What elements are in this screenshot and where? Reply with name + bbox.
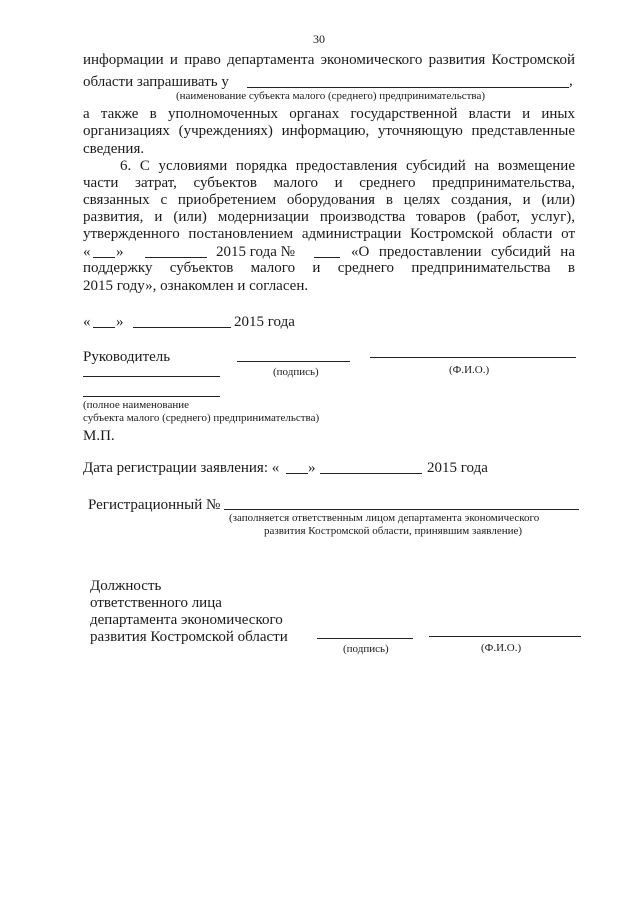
number-field[interactable] bbox=[314, 257, 340, 258]
month-field[interactable] bbox=[320, 473, 422, 474]
text-line: утвержденного постановлением администрации Костромской области от bbox=[83, 226, 575, 242]
comma: , bbox=[569, 73, 573, 89]
month-field[interactable] bbox=[133, 327, 231, 328]
text-line: организациях (учреждениях) информацию, уточняющую представленные bbox=[83, 123, 575, 139]
subject-name-field[interactable] bbox=[83, 376, 220, 377]
text-line: 2015 году», ознакомлен и согласен. bbox=[83, 278, 309, 294]
signature-field[interactable] bbox=[317, 638, 413, 639]
quote-open: « bbox=[83, 314, 91, 330]
day-field[interactable] bbox=[93, 327, 115, 328]
head-label: Руководитель bbox=[83, 349, 171, 365]
text-line: развития, и (или) модернизации производства товаров (работ, услуг), bbox=[83, 209, 575, 225]
day-field[interactable] bbox=[286, 473, 308, 474]
text-line: 6. С условиями порядка предоставления субсидий на возмещение bbox=[120, 158, 575, 174]
name-caption: (полное наименование bbox=[83, 399, 190, 411]
registration-date-label: Дата регистрации заявления: « bbox=[83, 460, 280, 476]
signature-caption: (подпись) bbox=[343, 643, 389, 655]
fio-caption: (Ф.И.О.) bbox=[449, 364, 490, 376]
quote-close: » bbox=[116, 314, 124, 330]
text-line: связанных с приобретением оборудования в целях создания, и (или) bbox=[83, 192, 575, 208]
text-line: сведения. bbox=[83, 141, 145, 157]
official-line: Должность bbox=[90, 578, 162, 594]
text-line: области запрашивать у bbox=[83, 74, 229, 90]
year-label: 2015 года bbox=[427, 460, 488, 476]
text-line: а также в уполномоченных органах государственной власти и иных bbox=[83, 106, 575, 122]
day-field[interactable] bbox=[93, 257, 115, 258]
year-label: 2015 года bbox=[234, 314, 295, 330]
name-caption: субъекта малого (среднего) предпринимательства) bbox=[83, 412, 320, 424]
quote-close: » bbox=[116, 244, 124, 260]
signature-caption: (подпись) bbox=[273, 366, 319, 378]
registration-caption: (заполняется ответственным лицом департамента экономического bbox=[229, 512, 540, 524]
fio-field[interactable] bbox=[429, 636, 581, 637]
stamp-label: М.П. bbox=[83, 428, 115, 444]
field-caption: (наименование субъекта малого (среднего) предпринимательства) bbox=[176, 90, 486, 102]
text-line: «О предоставлении субсидий на bbox=[351, 244, 575, 260]
text-line: поддержку субъектов малого и среднего предпринимательства в bbox=[83, 260, 575, 276]
text-line: информации и право департамента экономического развития Костромской bbox=[83, 52, 575, 68]
month-field[interactable] bbox=[145, 257, 207, 258]
subject-name-field[interactable] bbox=[247, 87, 569, 88]
quote-open: « bbox=[83, 244, 91, 260]
year-number-label: 2015 года № bbox=[216, 244, 295, 260]
official-line: ответственного лица bbox=[90, 595, 222, 611]
fio-field[interactable] bbox=[370, 357, 576, 358]
official-line: департамента экономического bbox=[90, 612, 283, 628]
subject-name-field-2[interactable] bbox=[83, 396, 220, 397]
fio-caption: (Ф.И.О.) bbox=[481, 642, 522, 654]
registration-number-label: Регистрационный № bbox=[88, 497, 221, 513]
page-number: 30 bbox=[313, 32, 325, 46]
registration-number-field[interactable] bbox=[224, 509, 579, 510]
registration-caption: развития Костромской области, принявшим заявление) bbox=[264, 525, 523, 537]
signature-field[interactable] bbox=[237, 361, 350, 362]
text-line: части затрат, субъектов малого и среднего предпринимательства, bbox=[83, 175, 575, 191]
quote-close: » bbox=[308, 460, 316, 476]
official-line: развития Костромской области bbox=[90, 629, 288, 645]
